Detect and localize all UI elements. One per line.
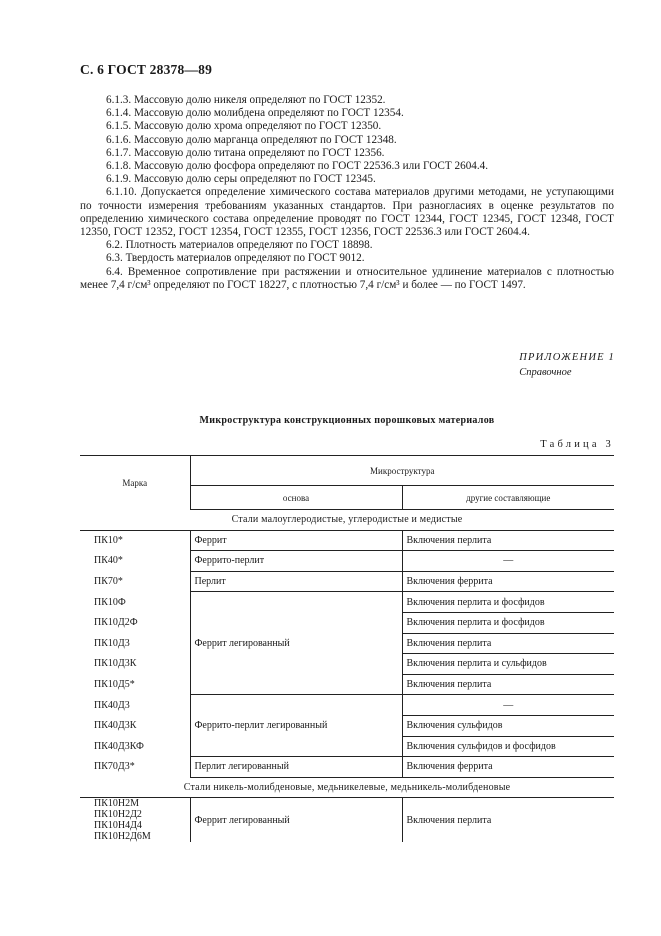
other-cell: Включения перлита	[402, 674, 614, 695]
mark-line: ПК10Н4Д4	[94, 820, 142, 832]
mark-line: ПК10Н2М	[94, 798, 140, 810]
mark-cell: ПК10Д3	[94, 637, 130, 649]
paragraph-6-1-3: 6.1.3. Массовую долю никеля определяют по ГОСТ 12352.	[106, 94, 386, 106]
other-cell: Включения перлита	[402, 530, 614, 551]
table-row	[80, 695, 614, 716]
header-base: основа	[190, 486, 402, 510]
other-cell: Включения сульфидов	[402, 715, 614, 736]
other-cell: Включения перлита и фосфидов	[402, 612, 614, 633]
paragraph-6-1-8: 6.1.8. Массовую долю фосфора определяют по ГОСТ 22536.3 или ГОСТ 2604.4.	[106, 160, 489, 173]
table-row	[80, 530, 614, 551]
mark-cell: ПК40Д3К	[94, 720, 137, 732]
other-cell: Включения сульфидов и фосфидов	[402, 736, 614, 757]
header-microstructure: Микроструктура	[190, 456, 614, 486]
table-row	[80, 551, 614, 572]
other-cell: —	[402, 695, 614, 716]
header-marka: Марка	[80, 456, 190, 510]
base-cell: Перлит легированный	[190, 757, 402, 778]
paragraph-6-1-9: 6.1.9. Массовую долю серы определяют по ГОСТ 12345.	[106, 173, 376, 186]
other-cell: Включения перлита	[406, 814, 492, 826]
mark-cell: ПК40Д3	[94, 699, 130, 711]
mark-cell: ПК10*	[94, 535, 123, 547]
page-header: С. 6 ГОСТ 28378—89	[80, 62, 213, 77]
base-cell: Феррито-перлит	[190, 551, 402, 572]
other-cell: Включения перлита и сульфидов	[402, 654, 614, 675]
other-cell: Включения феррита	[402, 757, 614, 778]
group-heading-2: Стали никель-молибденовые, медьникелевые, медьникель-молибденовые	[80, 777, 614, 798]
paragraph-6-3: 6.3. Твердость материалов определяют по ГОСТ 9012.	[106, 252, 365, 265]
other-cell: —	[402, 551, 614, 572]
mark-cell: ПК70Д3*	[94, 761, 135, 773]
paragraph-6-1-10: 6.1.10. Допускается определение химического состава материалов другими методами, не уступающими по точности измерения требованиям указанных стандартов. При разногласиях в оценке результатов по определению химического состава определение проводят по ГОСТ 12344, ГОСТ 12345, ГОСТ 12348, ГОСТ 12350, ГОСТ 12352, ГОСТ 12354, ГОСТ 12355, ГОСТ 12356, ГОСТ 22536.3 или ГОСТ 2604.4.	[80, 186, 614, 239]
paragraph-6-1-7: 6.1.7. Массовую долю титана определяют по ГОСТ 12356.	[106, 146, 385, 159]
paragraph-6-1-4: 6.1.4. Массовую долю молибдена определяют по ГОСТ 12354.	[106, 107, 404, 120]
mark-cell: ПК10Д5*	[94, 679, 135, 691]
base-cell: Феррит	[190, 530, 402, 551]
mark-line: ПК10Н2Д2	[94, 809, 142, 821]
paragraph-6-1-5: 6.1.5. Массовую долю хрома определяют по ГОСТ 12350.	[106, 120, 382, 133]
appendix-title: ПРИЛОЖЕНИЕ 1	[519, 352, 615, 363]
table-row	[80, 757, 614, 778]
mark-cell: ПК10Д3К	[94, 658, 137, 670]
mark-cell: ПК70*	[94, 576, 123, 588]
other-cell: Включения перлита	[402, 633, 614, 654]
paragraph-6-2: 6.2. Плотность материалов определяют по ГОСТ 18898.	[106, 239, 373, 252]
body-text	[80, 94, 614, 292]
base-cell: Перлит	[190, 571, 402, 592]
microstructure-table	[80, 455, 614, 842]
mark-cell: ПК10Ф	[94, 596, 126, 608]
other-cell: Включения перлита и фосфидов	[402, 592, 614, 613]
table-row	[80, 571, 614, 592]
header-other: другие составляющие	[402, 486, 614, 510]
mark-cell: ПК40Д3КФ	[94, 740, 144, 752]
group-heading-1: Стали малоуглеродистые, углеродистые и медистые	[80, 510, 614, 531]
base-cell-merged: Феррит легированный	[190, 592, 402, 695]
base-cell-merged: Феррито-перлит легированный	[190, 695, 402, 757]
mark-cell: ПК10Д2Ф	[94, 617, 138, 629]
other-cell: Включения феррита	[402, 571, 614, 592]
paragraph-6-4: 6.4. Временное сопротивление при растяжении и относительное удлинение материалов с плотностью менее 7,4 г/см³ определяют по ГОСТ 18227, с плотностью 7,4 г/см³ и более — по ГОСТ 1497.	[80, 265, 614, 291]
table-row	[80, 798, 614, 843]
paragraph-6-1-6: 6.1.6. Массовую долю марганца определяют по ГОСТ 12348.	[106, 133, 397, 146]
appendix-subtitle: Справочное	[519, 367, 572, 378]
table-title: Микроструктура конструкционных порошковых материалов	[199, 415, 495, 426]
base-cell: Феррит легированный	[190, 798, 402, 843]
table-number: Таблица 3	[540, 439, 614, 450]
table-row	[80, 592, 614, 613]
mark-cell: ПК40*	[94, 555, 123, 567]
appendix-label	[519, 350, 615, 380]
mark-line: ПК10Н2Д6М	[94, 831, 151, 843]
mark-cell-multi	[80, 798, 190, 843]
